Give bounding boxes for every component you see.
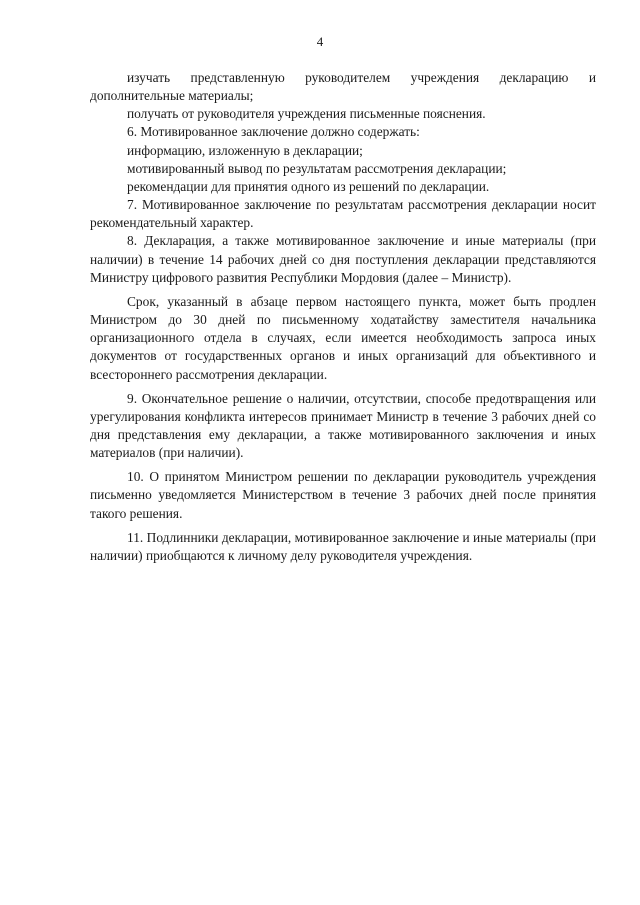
paragraph: информацию, изложенную в декларации; bbox=[127, 142, 363, 158]
paragraph: 8. Декларация, а также мотивированное заключение и иные материалы (при наличии) в течение 14 рабочих дней со дня поступления декларации представляются Министру цифрового развития Республики Мордовия (далее – Министр). bbox=[90, 233, 596, 285]
paragraph: 6. Мотивированное заключение должно содержать: bbox=[127, 124, 420, 140]
paragraph: мотивированный вывод по результатам рассмотрения декларации; bbox=[127, 160, 507, 176]
paragraph: рекомендации для принятия одного из решений по декларации. bbox=[127, 178, 490, 194]
paragraph: Срок, указанный в абзаце первом настоящего пункта, может быть продлен Министром до 30 дней по письменному ходатайству заместителя начальника организационного отдела в случаях, если имеется необходимость запроса иных документов от государственных органов и иных организаций для объективного и всестороннего рассмотрения декларации. bbox=[90, 293, 596, 382]
document-body bbox=[90, 69, 596, 565]
paragraph: получать от руководителя учреждения письменные пояснения. bbox=[127, 106, 486, 122]
paragraph: 9. Окончательное решение о наличии, отсутствии, способе предотвращения или урегулирования конфликта интересов принимает Министр в течение 3 рабочих дней со дня представления ему декларации, а также мотивированного заключения и иных материалов (при наличии). bbox=[90, 390, 596, 461]
paragraph: изучать представленную руководителем учреждения декларацию и дополнительные материалы; bbox=[90, 70, 596, 104]
paragraph: 11. Подлинники декларации, мотивированное заключение и иные материалы (при наличии) приобщаются к личному делу руководителя учреждения. bbox=[90, 529, 596, 563]
paragraph: 10. О принятом Министром решении по декларации руководитель учреждения письменно уведомляется Министерством в течение 3 рабочих дней после принятия такого решения. bbox=[90, 469, 596, 521]
paragraph: 7. Мотивированное заключение по результатам рассмотрения декларации носит рекомендательный характер. bbox=[90, 197, 596, 231]
page-number: 4 bbox=[316, 34, 324, 49]
